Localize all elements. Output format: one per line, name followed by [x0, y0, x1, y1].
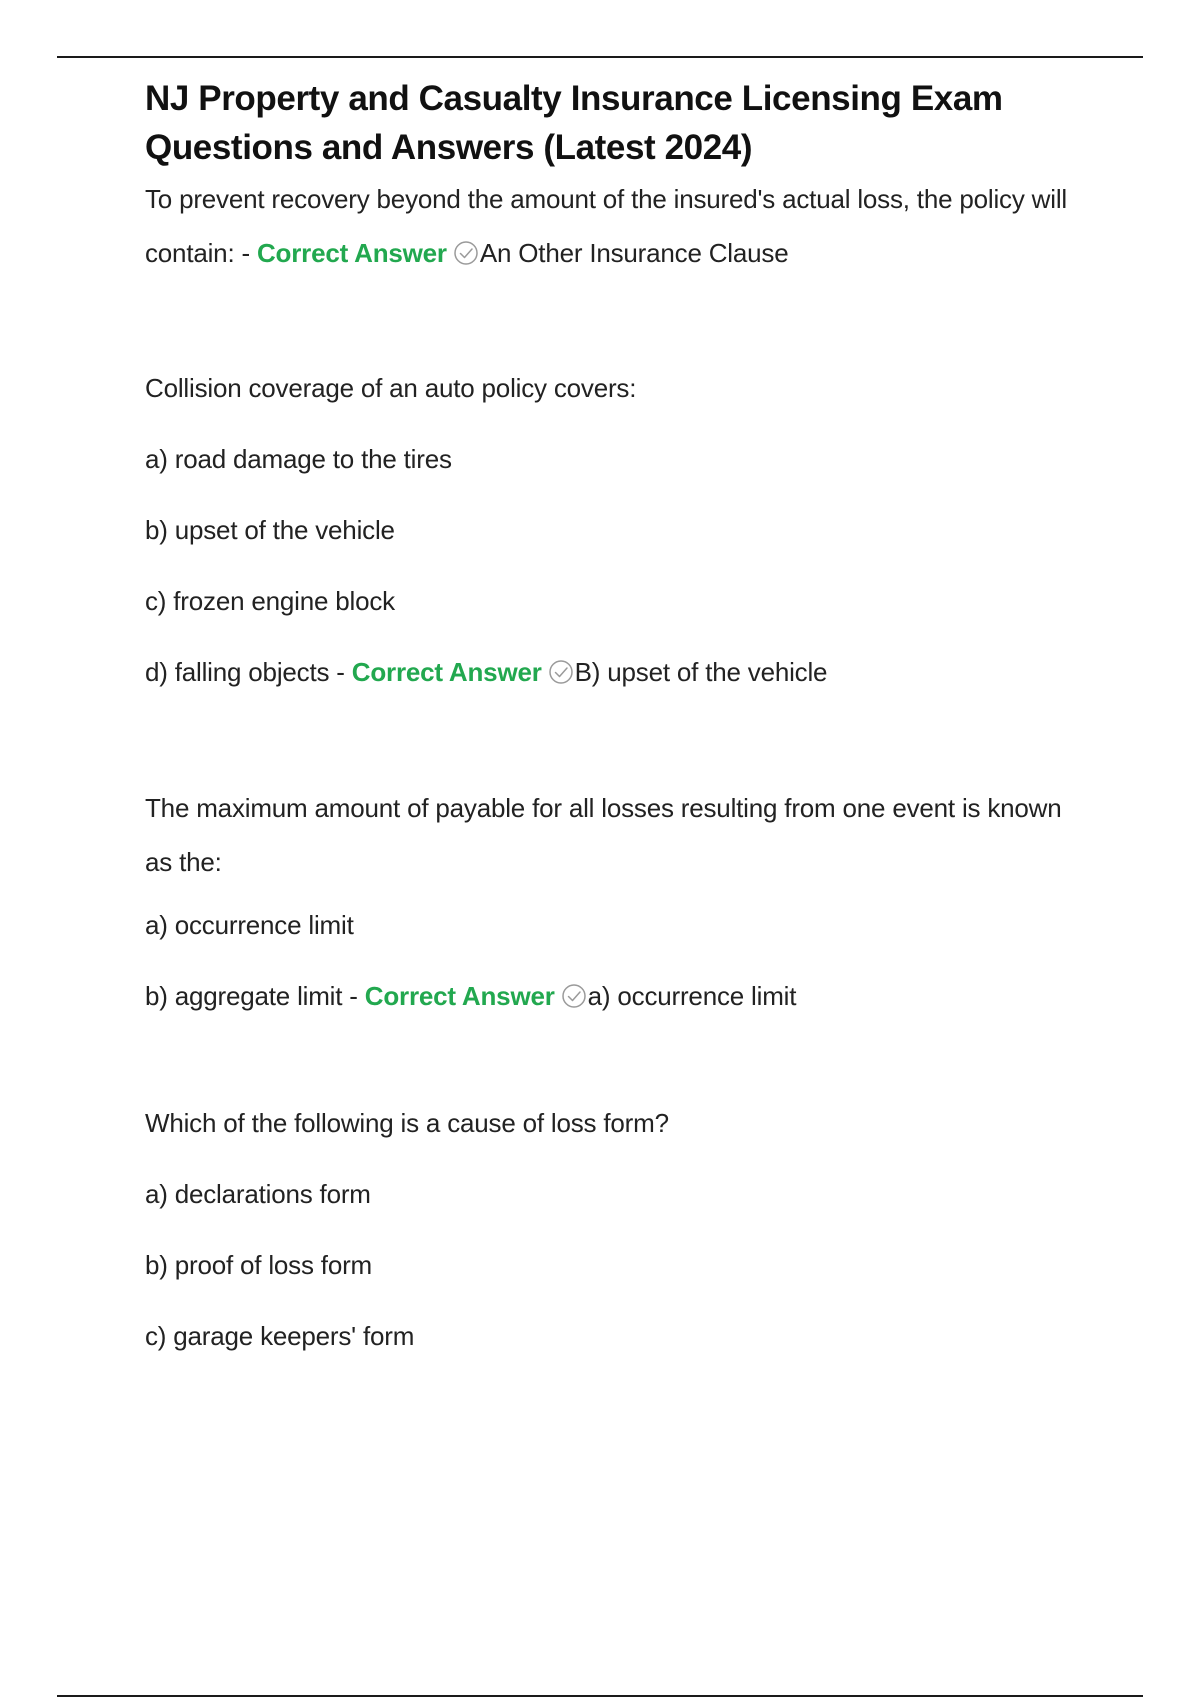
correct-answer-label: Correct Answer: [256, 238, 447, 268]
question-2-option-d: [145, 654, 1085, 691]
footer-rule: [57, 1695, 1143, 1697]
question-2-option-d-text: d) falling objects -: [145, 657, 352, 687]
question-3-text: The maximum amount of payable for all losses resulting from one event is known as the:: [145, 793, 1062, 877]
question-4-option-a: a) declarations form: [145, 1179, 371, 1209]
document-body: [145, 74, 1085, 1355]
correct-answer-label: Correct Answer: [351, 657, 542, 687]
question-1-text: To prevent recovery beyond the amount of the insured's actual loss, the policy will contain: -: [145, 184, 1067, 268]
question-2-option-b: b) upset of the vehicle: [145, 515, 395, 545]
header-rule: [57, 56, 1143, 58]
check-circle-icon: [548, 659, 574, 685]
question-2-text: Collision coverage of an auto policy covers:: [145, 373, 637, 403]
question-3-option-a: a) occurrence limit: [145, 910, 354, 940]
question-2-answer: B) upset of the vehicle: [574, 657, 828, 687]
document-title: NJ Property and Casualty Insurance Licensing Exam Questions and Answers (Latest 2024): [145, 79, 1003, 167]
question-3-option-b: [145, 978, 1085, 1015]
question-4-option-b: b) proof of loss form: [145, 1250, 372, 1280]
question-2-option-c: c) frozen engine block: [145, 586, 395, 616]
question-4-option-c: c) garage keepers' form: [145, 1321, 415, 1351]
question-1-answer: An Other Insurance Clause: [479, 238, 789, 268]
question-3-answer: a) occurrence limit: [587, 981, 797, 1011]
question-2-option-a: a) road damage to the tires: [145, 444, 452, 474]
correct-answer-label: Correct Answer: [364, 981, 555, 1011]
check-circle-icon: [453, 240, 479, 266]
question-3-option-b-text: b) aggregate limit -: [145, 981, 365, 1011]
check-circle-icon: [561, 983, 587, 1009]
question-1: [145, 172, 1085, 280]
question-4-text: Which of the following is a cause of loss form?: [145, 1108, 669, 1138]
